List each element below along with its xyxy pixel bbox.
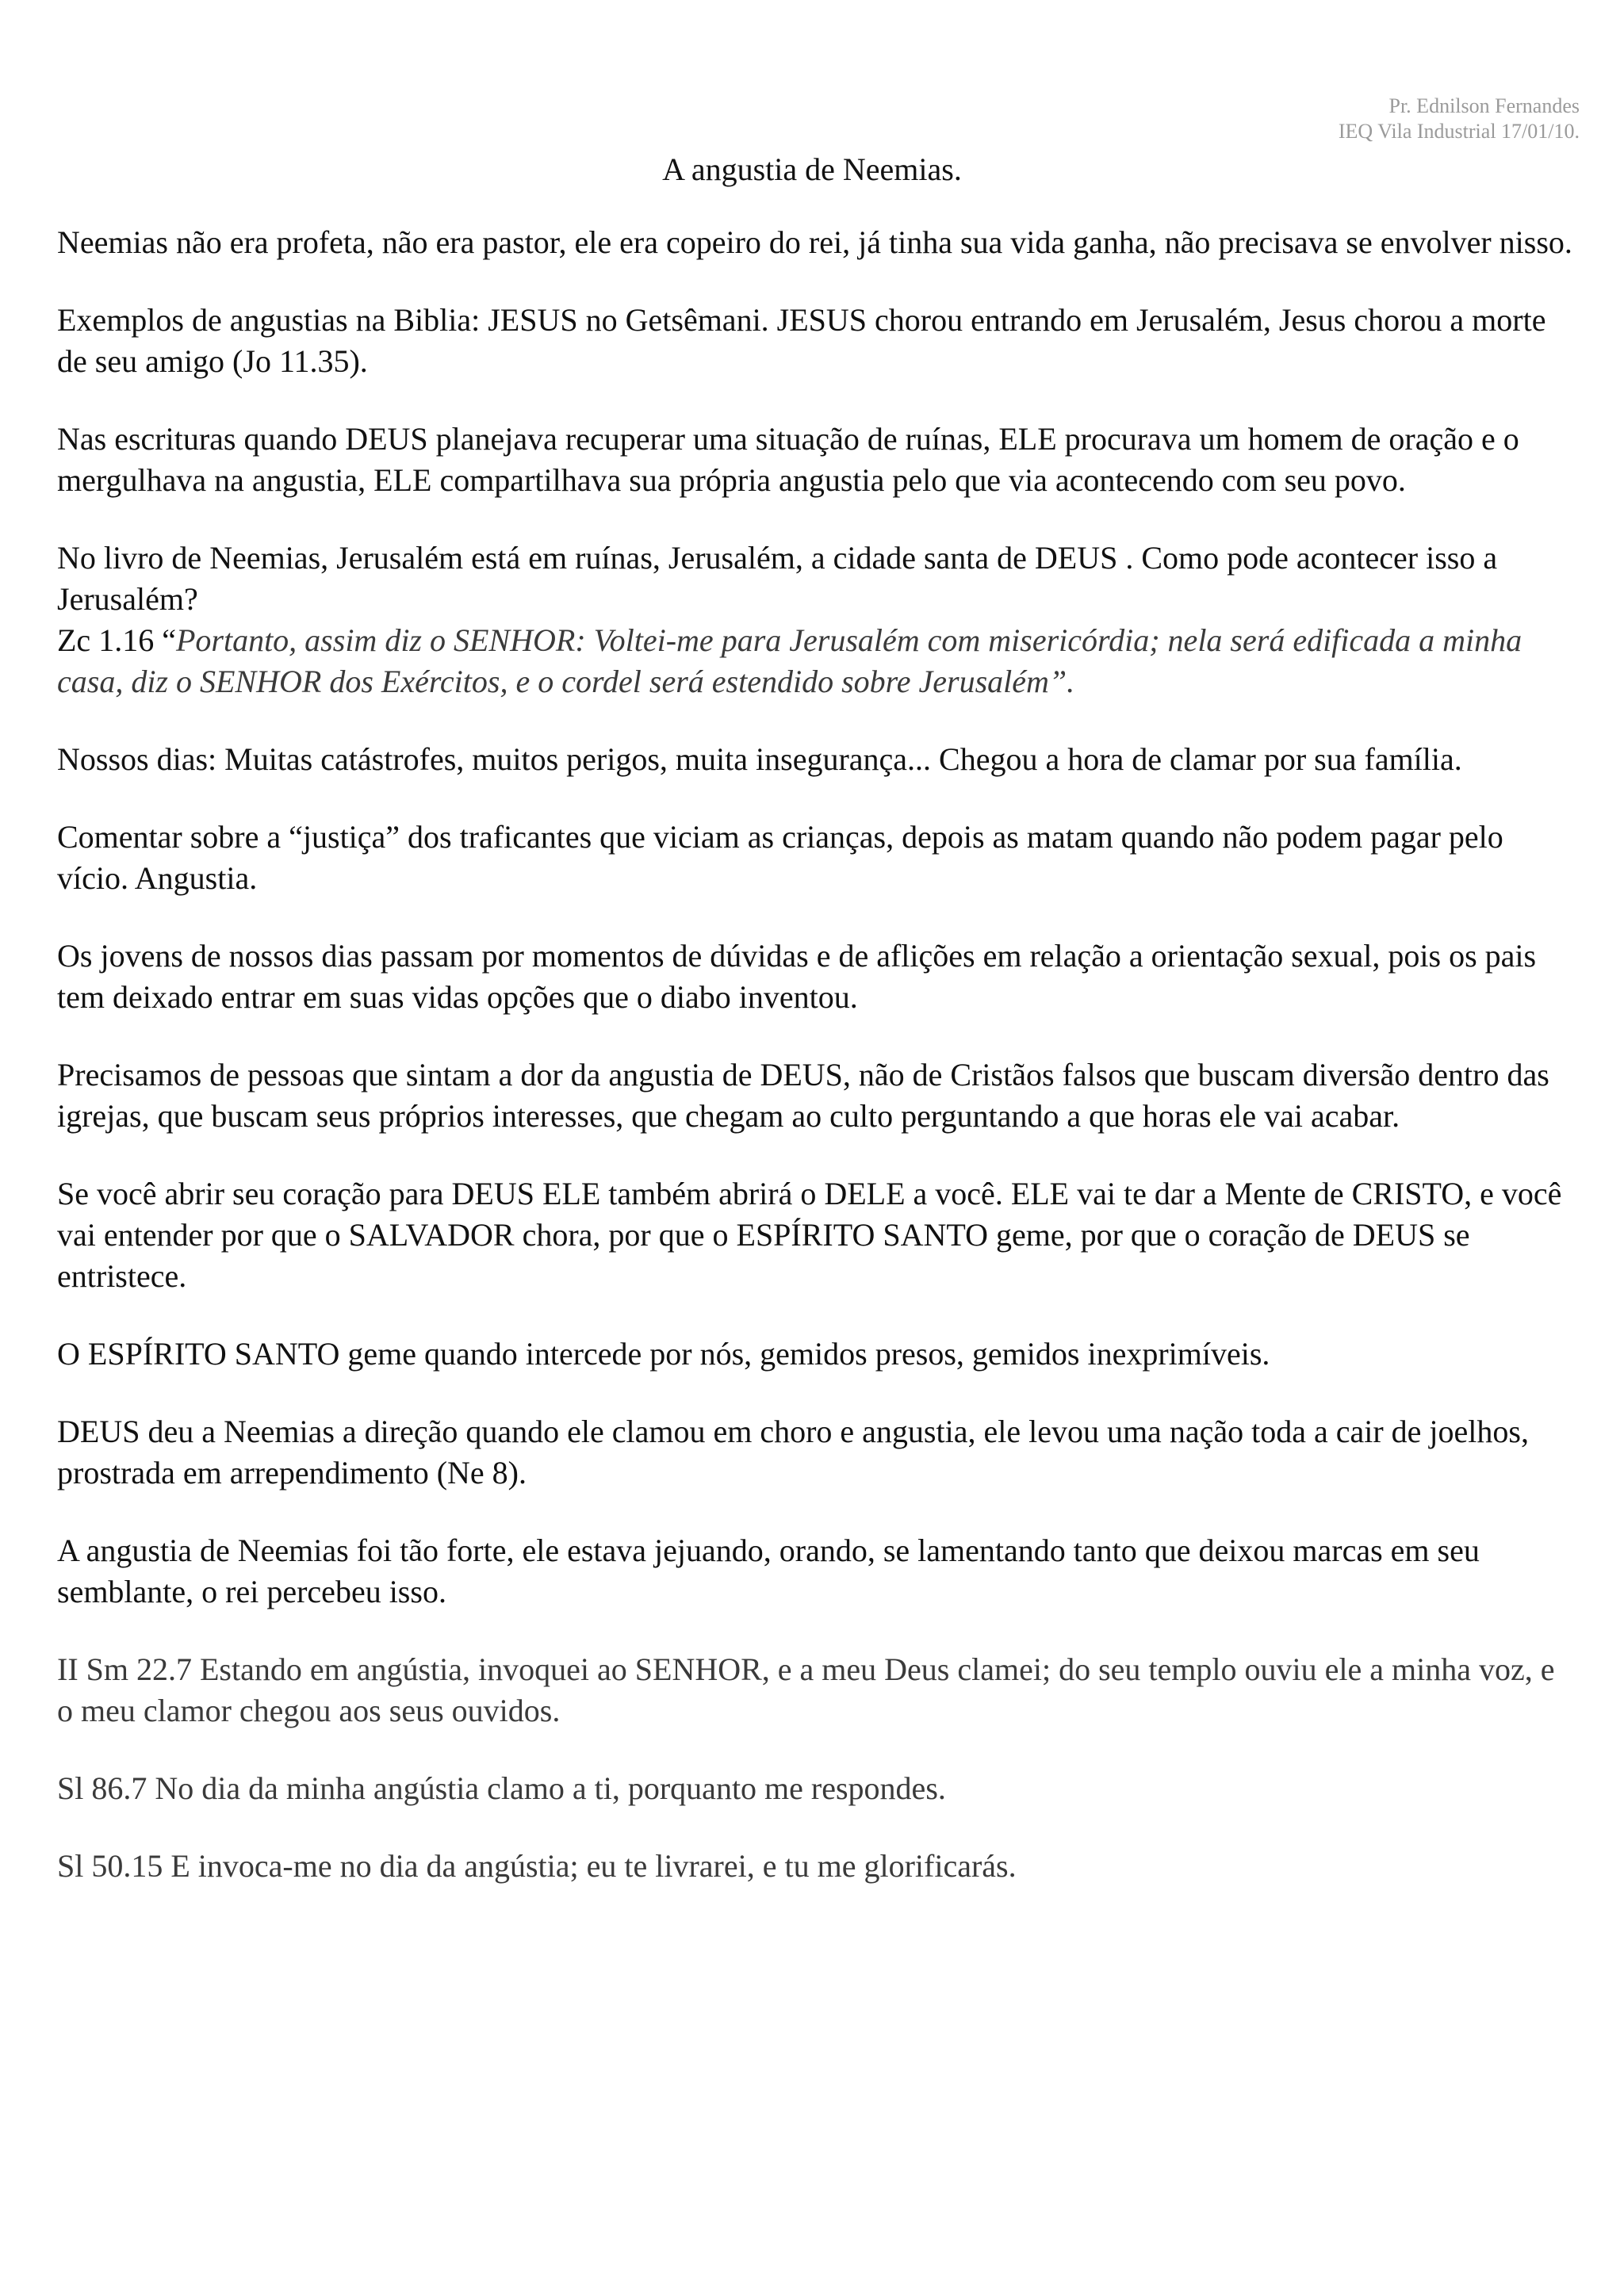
paragraph: Neemias não era profeta, não era pastor, ele era copeiro do rei, já tinha sua vida ganha, não precisava se envolver nisso. (57, 224, 1572, 260)
paragraph: A angustia de Neemias foi tão forte, ele estava jejuando, orando, se lamentando tanto que deixou marcas em seu semblante, o rei percebeu isso. (57, 1533, 1480, 1609)
paragraph: DEUS deu a Neemias a direção quando ele clamou em choro e angustia, ele levou uma nação toda a cair de joelhos, prostrada em arrependimento (Ne 8). (57, 1414, 1529, 1490)
author-name: Pr. Ednilson Fernandes (1388, 94, 1580, 117)
bible-verse: II Sm 22.7 Estando em angústia, invoquei ao SENHOR, e a meu Deus clamei; do seu templo ouviu ele a minha voz, e o meu clamor chegou aos seus ouvidos. (57, 1651, 1555, 1728)
paragraph: Comentar sobre a “justiça” dos traficantes que viciam as crianças, depois as matam quando não podem pagar pelo vício. Angustia. (57, 819, 1503, 896)
paragraph: Os jovens de nossos dias passam por momentos de dúvidas e de aflições em relação a orientação sexual, pois os pais tem deixado entrar em suas vidas opções que o diabo inventou. (57, 938, 1537, 1015)
document-body (57, 222, 1573, 1923)
scripture-quote (57, 620, 1573, 702)
paragraph: Precisamos de pessoas que sintam a dor da angustia de DEUS, não de Cristãos falsos que buscam diversão dentro das igrejas, que buscam seus próprios interesses, que chegam ao culto perguntando a que horas ele vai acabar. (57, 1057, 1549, 1134)
paragraph: Nas escrituras quando DEUS planejava recuperar uma situação de ruínas, ELE procurava um homem de oração e o mergulhava na angustia, ELE compartilhava sua própria angustia pelo que via acontecendo com seu povo. (57, 421, 1519, 498)
quote-text: Portanto, assim diz o SENHOR: Voltei-me para Jerusalém com misericórdia; nela será edificada a minha casa, diz o SENHOR dos Exércitos, e o cordel será estendido sobre Jerusalém”. (57, 622, 1522, 699)
bible-verse: Sl 86.7 No dia da minha angústia clamo a ti, porquanto me respondes. (57, 1770, 946, 1806)
bible-verse: Sl 50.15 E invoca-me no dia da angústia; eu te livrarei, e tu me glorificarás. (57, 1848, 1017, 1884)
paragraph: Nossos dias: Muitas catástrofes, muitos perigos, muita insegurança... Chegou a hora de clamar por sua família. (57, 741, 1462, 777)
document-title: A angustia de Neemias. (662, 151, 962, 187)
header-meta (1339, 94, 1580, 144)
place-date: IEQ Vila Industrial 17/01/10. (1338, 120, 1580, 143)
paragraph: Se você abrir seu coração para DEUS ELE também abrirá o DELE a você. ELE vai te dar a Mente de CRISTO, e você vai entender por que o SALVADOR chora, por que o ESPÍRITO SANTO geme, por que o coração de DEUS se entristece. (57, 1176, 1562, 1294)
paragraph: O ESPÍRITO SANTO geme quando intercede por nós, gemidos presos, gemidos inexprimíveis. (57, 1336, 1270, 1372)
paragraph: Exemplos de angustias na Biblia: JESUS no Getsêmani. JESUS chorou entrando em Jerusalém, Jesus chorou a morte de seu amigo (Jo 11.35). (57, 302, 1546, 379)
quote-reference: Zc 1.16 “ (57, 622, 176, 658)
paragraph: No livro de Neemias, Jerusalém está em ruínas, Jerusalém, a cidade santa de DEUS . Como pode acontecer isso a Jerusalém? (57, 540, 1498, 617)
